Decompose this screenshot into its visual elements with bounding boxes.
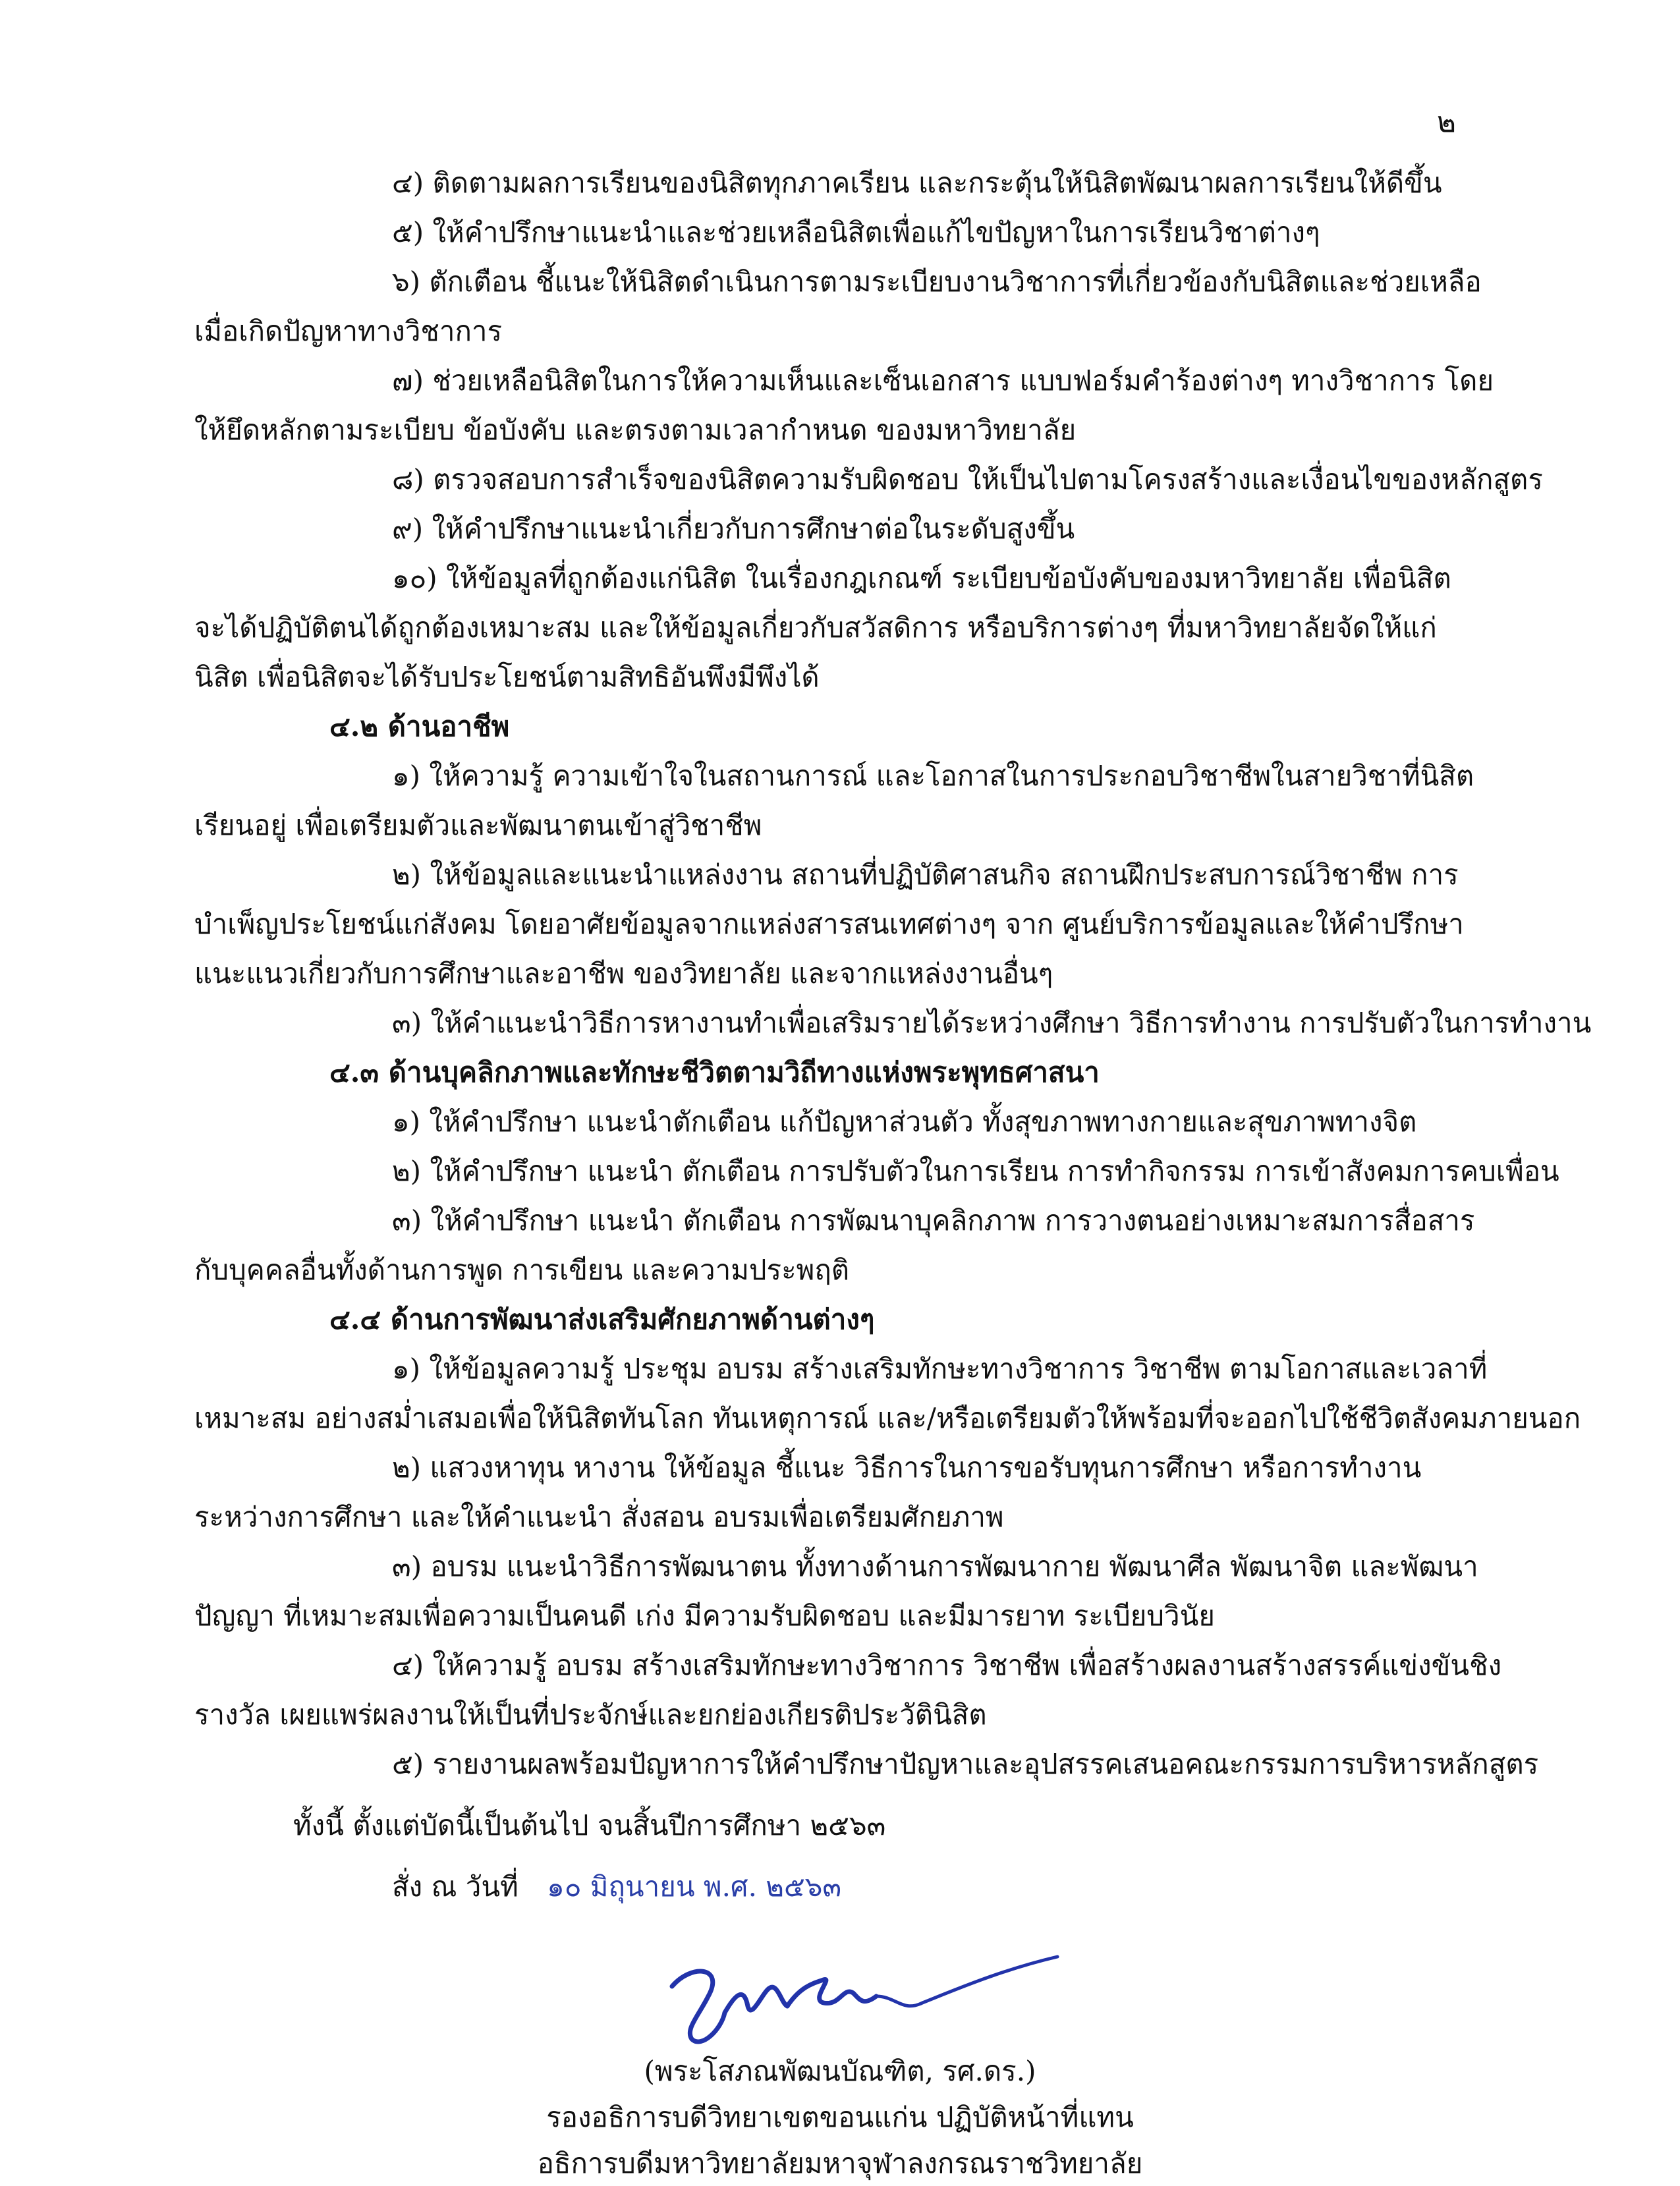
item-4-4-4-line1: ๔) ให้ความรู้ อบรม สร้างเสริมทักษะทางวิชาการ วิชาชีพ เพื่อสร้างผลงานสร้างสรรค์แข่งขันชิง	[392, 1649, 1502, 1681]
item-4-1-10-line3: นิสิต เพื่อนิสิตจะได้รับประโยชน์ตามสิทธิอันพึงมีพึงได้	[194, 661, 820, 693]
item-4-2-3: ๓) ให้คำแนะนำวิธีการหางานทำเพื่อเสริมรายได้ระหว่างศึกษา วิธีการทำงาน การปรับตัวในการทำงาน	[392, 1007, 1592, 1039]
section-heading-4-4: ๔.๔ ด้านการพัฒนาส่งเสริมศักยภาพด้านต่างๆ	[329, 1303, 875, 1335]
item-4-2-2-line1: ๒) ให้ข้อมูลและแนะนำแหล่งงาน สถานที่ปฏิบัติศาสนกิจ สถานฝึกประสบการณ์วิชาชีพ การ	[392, 858, 1459, 891]
item-4-3-3-line2: กับบุคคลอื่นทั้งด้านการพูด การเขียน และความประพฤติ	[194, 1254, 850, 1286]
order-date-label: สั่ง ณ วันที่	[392, 1870, 518, 1903]
item-4-1-5: ๕) ให้คำปรึกษาแนะนำและช่วยเหลือนิสิตเพื่อแก้ไขปัญหาในการเรียนวิชาต่างๆ	[392, 216, 1320, 248]
section-heading-4-2: ๔.๒ ด้านอาชีพ	[329, 710, 510, 743]
item-4-1-6-line1: ๖) ตักเตือน ชี้แนะให้นิสิตดำเนินการตามระเบียบงานวิชาการที่เกี่ยวข้องกับนิสิตและช่วยเหลือ	[392, 266, 1482, 298]
item-4-1-9: ๙) ให้คำปรึกษาแนะนำเกี่ยวกับการศึกษาต่อในระดับสูงขึ้น	[392, 513, 1075, 545]
order-date-value: ๑๐ มิถุนายน พ.ศ. ๒๕๖๓	[547, 1870, 842, 1903]
effective-period: ทั้งนี้ ตั้งแต่บัดนี้เป็นต้นไป จนสิ้นปีการศึกษา ๒๕๖๓	[293, 1809, 886, 1841]
page-number: ๒	[1436, 105, 1456, 139]
item-4-2-1-line2: เรียนอยู่ เพื่อเตรียมตัวและพัฒนาตนเข้าสู่วิชาชีพ	[194, 809, 762, 841]
item-4-4-3-line2: ปัญญา ที่เหมาะสมเพื่อความเป็นคนดี เก่ง มีความรับผิดชอบ และมีมารยาท ระเบียบวินัย	[194, 1600, 1215, 1632]
item-4-1-7-line2: ให้ยึดหลักตามระเบียบ ข้อบังคับ และตรงตามเวลากำหนด ของมหาวิทยาลัย	[194, 414, 1077, 446]
item-4-3-2: ๒) ให้คำปรึกษา แนะนำ ตักเตือน การปรับตัวในการเรียน การทำกิจกรรม การเข้าสังคมการคบเพื่อน	[392, 1155, 1559, 1187]
signer-name: (พระโสภณพัฒนบัณฑิต, รศ.ดร.)	[644, 2055, 1036, 2087]
item-4-1-8: ๘) ตรวจสอบการสำเร็จของนิสิตความรับผิดชอบ ให้เป็นไปตามโครงสร้างและเงื่อนไขของหลักสูตร	[392, 463, 1543, 495]
item-4-4-5: ๕) รายงานผลพร้อมปัญหาการให้คำปรึกษาปัญหาและอุปสรรคเสนอคณะกรรมการบริหารหลักสูตร	[392, 1748, 1539, 1780]
item-4-4-2-line1: ๒) แสวงหาทุน หางาน ให้ข้อมูล ชี้แนะ วิธีการในการขอรับทุนการศึกษา หรือการทำงาน	[392, 1451, 1422, 1484]
item-4-1-10-line2: จะได้ปฏิบัติตนได้ถูกต้องเหมาะสม และให้ข้อมูลเกี่ยวกับสวัสดิการ หรือบริการต่างๆ ที่มหาวิทยาลัยจัดให้แก่	[194, 611, 1437, 644]
item-4-2-2-line3: แนะแนวเกี่ยวกับการศึกษาและอาชีพ ของวิทยาลัย และจากแหล่งงานอื่นๆ	[194, 957, 1053, 990]
item-4-2-2-line2: บำเพ็ญประโยชน์แก่สังคม โดยอาศัยข้อมูลจากแหล่งสารสนเทศต่างๆ จาก ศูนย์บริการข้อมูลและให้คำปรึกษา	[194, 908, 1464, 940]
item-4-4-1-line1: ๑) ให้ข้อมูลความรู้ ประชุม อบรม สร้างเสริมทักษะทางวิชาการ วิชาชีพ ตามโอกาสและเวลาที่	[392, 1353, 1488, 1385]
signature-drawing	[646, 1950, 1067, 2049]
spacer	[194, 1850, 1463, 1862]
section-heading-4-3: ๔.๓ ด้านบุคลิกภาพและทักษะชีวิตตามวิถีทางแห่งพระพุทธศาสนา	[329, 1056, 1100, 1088]
item-4-1-7-line1: ๗) ช่วยเหลือนิสิตในการให้ความเห็นและเซ็นเอกสาร แบบฟอร์มคำร้องต่างๆ ทางวิชาการ โดย	[392, 364, 1494, 397]
signer-title-line1: รองอธิการบดีวิทยาเขตขอนแก่น ปฏิบัติหน้าที่แทน	[546, 2101, 1134, 2133]
item-4-4-2-line2: ระหว่างการศึกษา และให้คำแนะนำ สั่งสอน อบรมเพื่อเตรียมศักยภาพ	[194, 1501, 1004, 1533]
item-4-1-6-line2: เมื่อเกิดปัญหาทางวิชาการ	[194, 315, 503, 347]
item-4-2-1-line1: ๑) ให้ความรู้ ความเข้าใจในสถานการณ์ และโอกาสในการประกอบวิชาชีพในสายวิชาที่นิสิต	[392, 760, 1474, 792]
item-4-1-4: ๔) ติดตามผลการเรียนของนิสิตทุกภาคเรียน และกระตุ้นให้นิสิตพัฒนาผลการเรียนให้ดีขึ้น	[392, 167, 1442, 199]
item-4-3-1: ๑) ให้คำปรึกษา แนะนำตักเตือน แก้ปัญหาส่วนตัว ทั้งสุขภาพทางกายและสุขภาพทางจิต	[392, 1106, 1417, 1138]
item-4-4-4-line2: รางวัล เผยแพร่ผลงานให้เป็นที่ประจักษ์และยกย่องเกียรติประวัตินิสิต	[194, 1698, 987, 1731]
item-4-4-3-line1: ๓) อบรม แนะนำวิธีการพัฒนาตน ทั้งทางด้านการพัฒนากาย พัฒนาศีล พัฒนาจิต และพัฒนา	[392, 1550, 1478, 1583]
order-date-line	[194, 1862, 1463, 1911]
spacer	[194, 1789, 1463, 1801]
signer-title-line2: อธิการบดีมหาวิทยาลัยมหาจุฬาลงกรณราชวิทยาลัย	[537, 2147, 1143, 2179]
item-4-3-3-line1: ๓) ให้คำปรึกษา แนะนำ ตักเตือน การพัฒนาบุคลิกภาพ การวางตนอย่างเหมาะสมการสื่อสาร	[392, 1204, 1475, 1237]
signature	[646, 1950, 1067, 2049]
item-4-1-10-line1: ๑๐) ให้ข้อมูลที่ถูกต้องแก่นิสิต ในเรื่องกฎเกณฑ์ ระเบียบข้อบังคับของมหาวิทยาลัย เพื่อนิสิต	[392, 562, 1451, 594]
item-4-4-1-line2: เหมาะสม อย่างสม่ำเสมอเพื่อให้นิสิตทันโลก ทันเหตุการณ์ และ/หรือเตรียมตัวให้พร้อมที่จะออกไปใช้ชีวิตสังคมภายนอก	[194, 1402, 1581, 1434]
document-body	[194, 158, 1592, 1911]
